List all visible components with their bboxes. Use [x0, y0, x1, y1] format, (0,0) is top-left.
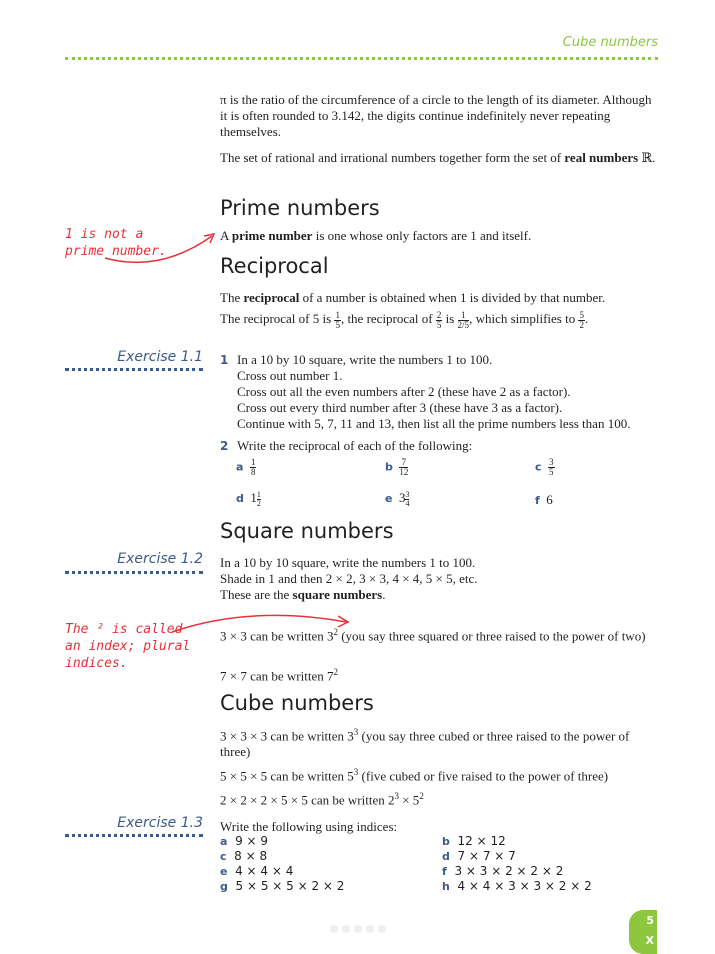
corner-tab-icon[interactable]: 5 X — [629, 910, 657, 954]
real-numbers-paragraph: The set of rational and irrational numbers together form the set of real numbers ℝ. — [220, 150, 656, 165]
part-c: c $\frac{3}{5}$ — [535, 457, 554, 477]
seven-squared-text: 7 × 7 can be written $7^2$ — [220, 667, 338, 684]
part-d: d 1 $\frac{1}{2}$ — [236, 489, 261, 508]
square-heading: Square numbers — [220, 519, 394, 543]
part-b: b $\frac{7}{12}$ — [385, 457, 409, 477]
pi-paragraph — [220, 92, 660, 140]
prime-definition: A prime number is one whose only factors are 1 and itself. — [220, 228, 532, 243]
ex13-item-f: f 3 × 3 × 2 × 2 × 2 — [442, 864, 564, 878]
index-margin-note: The ² is called an index; plural indices. — [65, 622, 191, 671]
three-squared-text: 3 × 3 can be written $3^2$ (you say three squared or three raised to the power of two) — [220, 627, 646, 644]
question-1-text: In a 10 by 10 square, write the numbers 1 to 100. Cross out number 1. Cross out all the even numbers after 2 (these have 2 as a factor). Cross out every third number after 3 (these have 3 as a factor). Continue with 5, 7, 11 and 13, then list all the prime numbers less than 100. — [237, 352, 631, 431]
prime-number-term: prime number — [231, 228, 313, 243]
real-numbers-term: real numbers — [564, 150, 639, 165]
part-a: a $\frac{1}{8}$ — [236, 457, 256, 477]
reciprocal-heading: Reciprocal — [220, 254, 329, 278]
prime-margin-note: 1 is not a prime number. — [65, 227, 167, 259]
question-1-number: 1 — [220, 353, 229, 367]
exercise-1-1-rule — [65, 368, 203, 371]
square-numbers-term: square numbers — [292, 587, 383, 602]
prime-note-arrow — [100, 228, 225, 268]
exercise-1-2-label: Exercise 1.2 — [117, 551, 203, 567]
exercise-1-2-rule — [65, 571, 203, 574]
five-cubed-text: 5 × 5 × 5 can be written $5^3$ (five cubed or five raised to the power of three) — [220, 767, 609, 784]
ex13-item-c: c 8 × 8 — [220, 849, 268, 863]
part-f: f 6 — [535, 492, 553, 507]
ex13-item-e: e 4 × 4 × 4 — [220, 864, 294, 878]
reciprocal-term: reciprocal — [243, 290, 300, 305]
exercise-1-3-intro: Write the following using indices: — [220, 819, 398, 834]
prime-heading: Prime numbers — [220, 196, 380, 220]
ex13-item-h: h 4 × 4 × 3 × 3 × 2 × 2 — [442, 879, 592, 893]
fraction-five-halves: $\frac{5}{2}$ — [579, 309, 584, 330]
ex13-item-d: d 7 × 7 × 7 — [442, 849, 516, 863]
cube-heading: Cube numbers — [220, 691, 374, 715]
reciprocal-definition: The reciprocal of a number is obtained when 1 is divided by that number. — [220, 290, 606, 305]
pi-text: π is the ratio of the circumference of a circle to the length of its diameter. Although it is often rounded to 3.142, the digits continue indefinitely never repeating themselves. — [220, 92, 652, 139]
page-dots-watermark — [330, 925, 386, 933]
reciprocal-example: The reciprocal of 5 is $\frac{1}{5}$ , the reciprocal of $\frac{2}{5}$ is $\frac{1}{2/5}$ , which simplifies to $\frac{5}{2}$ . — [220, 309, 589, 330]
ex13-item-g: g 5 × 5 × 5 × 2 × 2 — [220, 879, 345, 893]
running-header: Cube numbers — [562, 35, 658, 50]
three-cubed-text: 3 × 3 × 3 can be written $3^3$ (you say three cubed or three raised to the power of three) — [220, 727, 630, 760]
exercise-1-2-text: In a 10 by 10 square, write the numbers 1 to 100. Shade in 1 and then 2 × 2, 3 × 3, 4 × 4, 5 × 5, etc. These are the square numbers. — [220, 555, 478, 602]
ex13-item-b: b 12 × 12 — [442, 834, 506, 848]
header-rule — [65, 57, 658, 60]
question-2-text: Write the reciprocal of each of the following: — [237, 438, 473, 453]
exercise-1-3-rule — [65, 834, 203, 837]
index-product-text: 2 × 2 × 2 × 5 × 5 can be written $2^3 \times 5^2$ — [220, 791, 424, 808]
part-e: e 3 $\frac{3}{4}$ — [385, 489, 410, 508]
fraction-two-fifths: $\frac{2}{5}$ — [436, 309, 442, 330]
ex13-item-a: a 9 × 9 — [220, 834, 269, 848]
exercise-1-3-label: Exercise 1.3 — [117, 815, 203, 831]
fraction-one-fifth: $\frac{1}{5}$ — [335, 309, 340, 330]
fraction-one-over-two-fifths: $\frac{1}{2/5}$ — [457, 309, 470, 330]
exercise-1-1-label: Exercise 1.1 — [117, 349, 203, 365]
question-2-number: 2 — [220, 439, 229, 453]
